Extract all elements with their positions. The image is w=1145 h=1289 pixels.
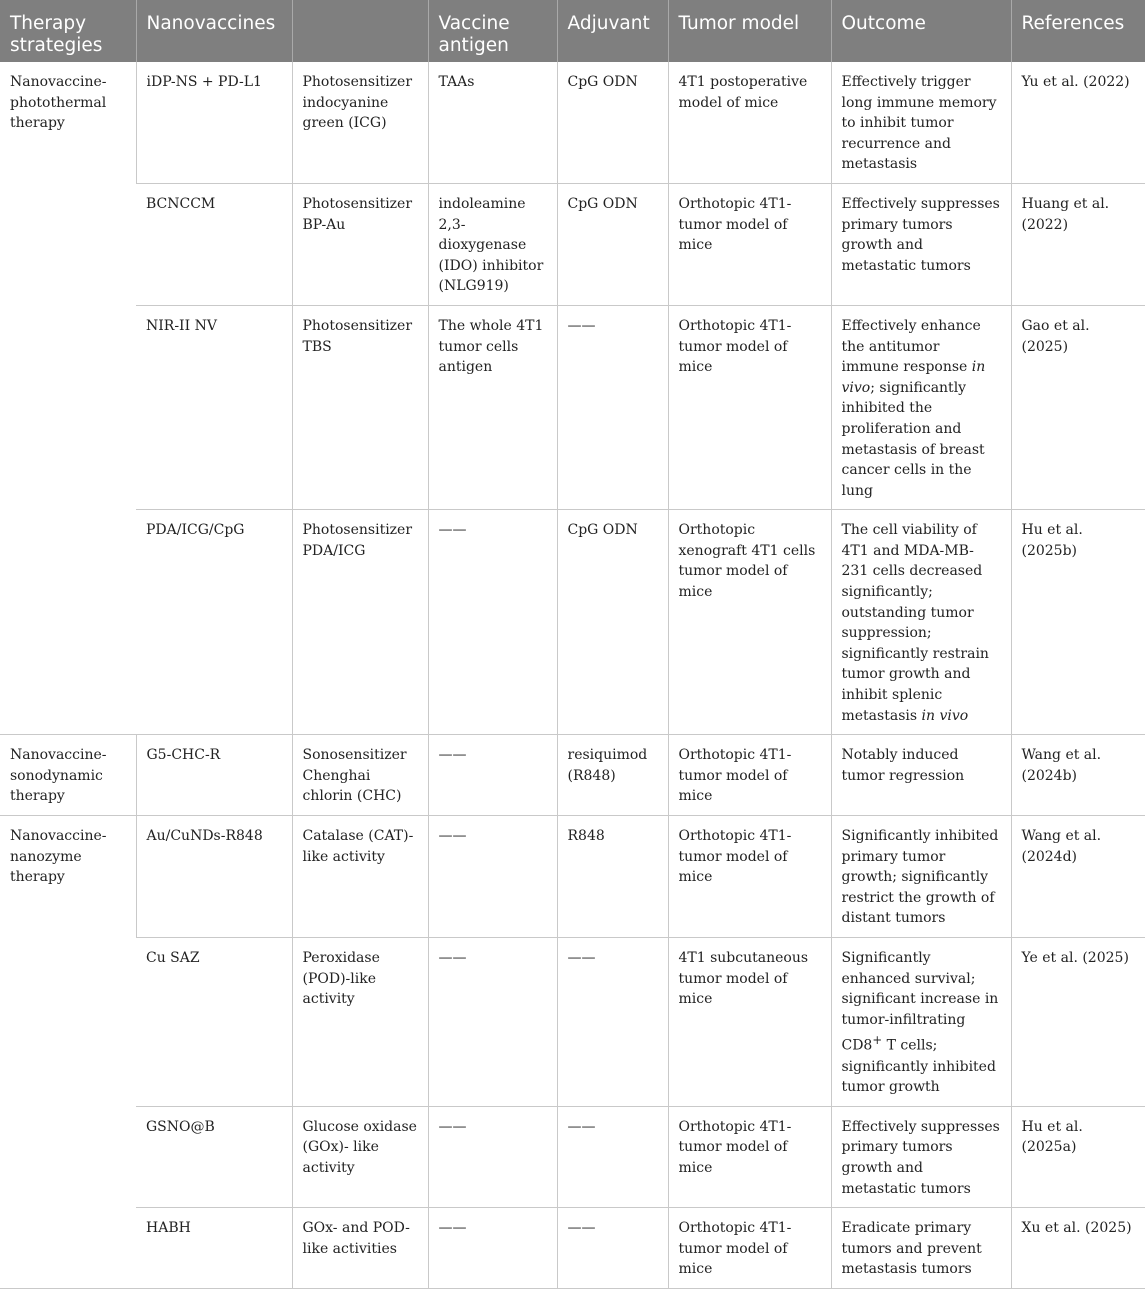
nanovaccine-name: Au/CuNDs-R848 <box>136 816 292 938</box>
table-row <box>0 735 1145 816</box>
outcome-text: ; significantly inhibited the proliferation and metastasis of breast cancer cells in the lung <box>841 379 985 499</box>
nanovaccine-name: BCNCCM <box>136 183 292 305</box>
nanovaccine-name: HABH <box>136 1208 292 1289</box>
reference: Xu et al. (2025) <box>1011 1208 1145 1289</box>
table-row <box>0 183 1145 305</box>
table-row <box>0 816 1145 938</box>
vaccine-antigen: —— <box>428 735 557 816</box>
header-outcome: Outcome <box>831 0 1011 62</box>
outcome-text: T cells; significantly inhibited tumor growth <box>841 1038 996 1096</box>
table-row <box>0 510 1145 735</box>
header-vaccine-antigen: Vaccine antigen <box>428 0 557 62</box>
adjuvant: CpG ODN <box>557 62 668 183</box>
vaccine-antigen: —— <box>428 1106 557 1207</box>
header-row <box>0 0 1145 62</box>
nanovaccine-name: PDA/ICG/CpG <box>136 510 292 735</box>
nanovaccine-component: Sonosensitizer Chenghai chlorin (CHC) <box>292 735 428 816</box>
tumor-model: Orthotopic xenograft 4T1 cells tumor model of mice <box>668 510 831 735</box>
reference: Ye et al. (2025) <box>1011 937 1145 1106</box>
adjuvant: resiquimod (R848) <box>557 735 668 816</box>
reference: Hu et al. (2025b) <box>1011 510 1145 735</box>
vaccine-antigen: TAAs <box>428 62 557 183</box>
tumor-model: Orthotopic 4T1-tumor model of mice <box>668 735 831 816</box>
reference: Wang et al. (2024b) <box>1011 735 1145 816</box>
superscript: + <box>872 1033 883 1048</box>
adjuvant: —— <box>557 305 668 509</box>
nanovaccine-component: Glucose oxidase (GOx)- like activity <box>292 1106 428 1207</box>
outcome <box>831 305 1011 509</box>
header-adjuvant: Adjuvant <box>557 0 668 62</box>
nanovaccine-component: GOx- and POD-like activities <box>292 1208 428 1289</box>
nanovaccine-name: iDP-NS + PD-L1 <box>136 62 292 183</box>
strategy-cell: Nanovaccine-sonodynamic therapy <box>0 735 136 816</box>
strategy-cell: Nanovaccine-photothermal therapy <box>0 62 136 735</box>
nanovaccine-component: Peroxidase (POD)-like activity <box>292 937 428 1106</box>
header-references: References <box>1011 0 1145 62</box>
nanovaccine-component: Photosensitizer BP-Au <box>292 183 428 305</box>
outcome-text: Effectively enhance the antitumor immune response <box>841 317 981 376</box>
tumor-model: 4T1 subcutaneous tumor model of mice <box>668 937 831 1106</box>
reference: Hu et al. (2025a) <box>1011 1106 1145 1207</box>
adjuvant: R848 <box>557 816 668 938</box>
vaccine-antigen: indoleamine 2,3-dioxygenase (IDO) inhibitor (NLG919) <box>428 183 557 305</box>
outcome-text: Significantly enhanced survival; significant increase in tumor-infiltrating CD8 <box>841 949 999 1054</box>
table-row <box>0 1208 1145 1289</box>
vaccine-antigen: The whole 4T1 tumor cells antigen <box>428 305 557 509</box>
outcome-italic: in vivo <box>841 359 986 396</box>
nanovaccine-name: G5-CHC-R <box>136 735 292 816</box>
adjuvant: —— <box>557 937 668 1106</box>
outcome: Significantly inhibited primary tumor growth; significantly restrict the growth of distant tumors <box>831 816 1011 938</box>
nanovaccine-component: Catalase (CAT)-like activity <box>292 816 428 938</box>
outcome: Eradicate primary tumors and prevent metastasis tumors <box>831 1208 1011 1289</box>
adjuvant: CpG ODN <box>557 183 668 305</box>
adjuvant: —— <box>557 1106 668 1207</box>
reference: Wang et al. (2024d) <box>1011 816 1145 938</box>
outcome: Notably induced tumor regression <box>831 735 1011 816</box>
vaccine-antigen: —— <box>428 816 557 938</box>
adjuvant: —— <box>557 1208 668 1289</box>
vaccine-antigen: —— <box>428 937 557 1106</box>
adjuvant: CpG ODN <box>557 510 668 735</box>
outcome <box>831 937 1011 1106</box>
reference: Gao et al. (2025) <box>1011 305 1145 509</box>
outcome <box>831 510 1011 735</box>
outcome-italic: in vivo <box>921 707 969 724</box>
table-row <box>0 305 1145 509</box>
table-row <box>0 937 1145 1106</box>
outcome: Effectively suppresses primary tumors growth and metastatic tumors <box>831 183 1011 305</box>
nanovaccine-name: Cu SAZ <box>136 937 292 1106</box>
outcome: Effectively suppresses primary tumors growth and metastatic tumors <box>831 1106 1011 1207</box>
nanovaccine-component: Photosensitizer TBS <box>292 305 428 509</box>
header-nanovaccines: Nanovaccines <box>136 0 292 62</box>
tumor-model: Orthotopic 4T1-tumor model of mice <box>668 1106 831 1207</box>
tumor-model: 4T1 postoperative model of mice <box>668 62 831 183</box>
tumor-model: Orthotopic 4T1-tumor model of mice <box>668 183 831 305</box>
nanovaccine-component: Photosensitizer PDA/ICG <box>292 510 428 735</box>
outcome: Effectively trigger long immune memory to inhibit tumor recurrence and metastasis <box>831 62 1011 183</box>
tumor-model: Orthotopic 4T1-tumor model of mice <box>668 816 831 938</box>
nanovaccine-name: GSNO@B <box>136 1106 292 1207</box>
header-tumor-model: Tumor model <box>668 0 831 62</box>
reference: Yu et al. (2022) <box>1011 62 1145 183</box>
table-row <box>0 1106 1145 1207</box>
strategy-cell: Nanovaccine-nanozyme therapy <box>0 816 136 1289</box>
vaccine-antigen: —— <box>428 510 557 735</box>
header-therapy-strategies: Therapy strategies <box>0 0 136 62</box>
header-blank <box>292 0 428 62</box>
nanovaccine-name: NIR-II NV <box>136 305 292 509</box>
tumor-model: Orthotopic 4T1-tumor model of mice <box>668 1208 831 1289</box>
tumor-model: Orthotopic 4T1-tumor model of mice <box>668 305 831 509</box>
outcome-text: The cell viability of 4T1 and MDA-MB-231 cells decreased significantly; outstanding tumor suppression; significantly restrain tumor growth and inhibit splenic metastasis <box>841 522 989 724</box>
nanovaccine-component: Photosensitizer indocyanine green (ICG) <box>292 62 428 183</box>
reference: Huang et al. (2022) <box>1011 183 1145 305</box>
vaccine-antigen: —— <box>428 1208 557 1289</box>
table-row <box>0 62 1145 183</box>
